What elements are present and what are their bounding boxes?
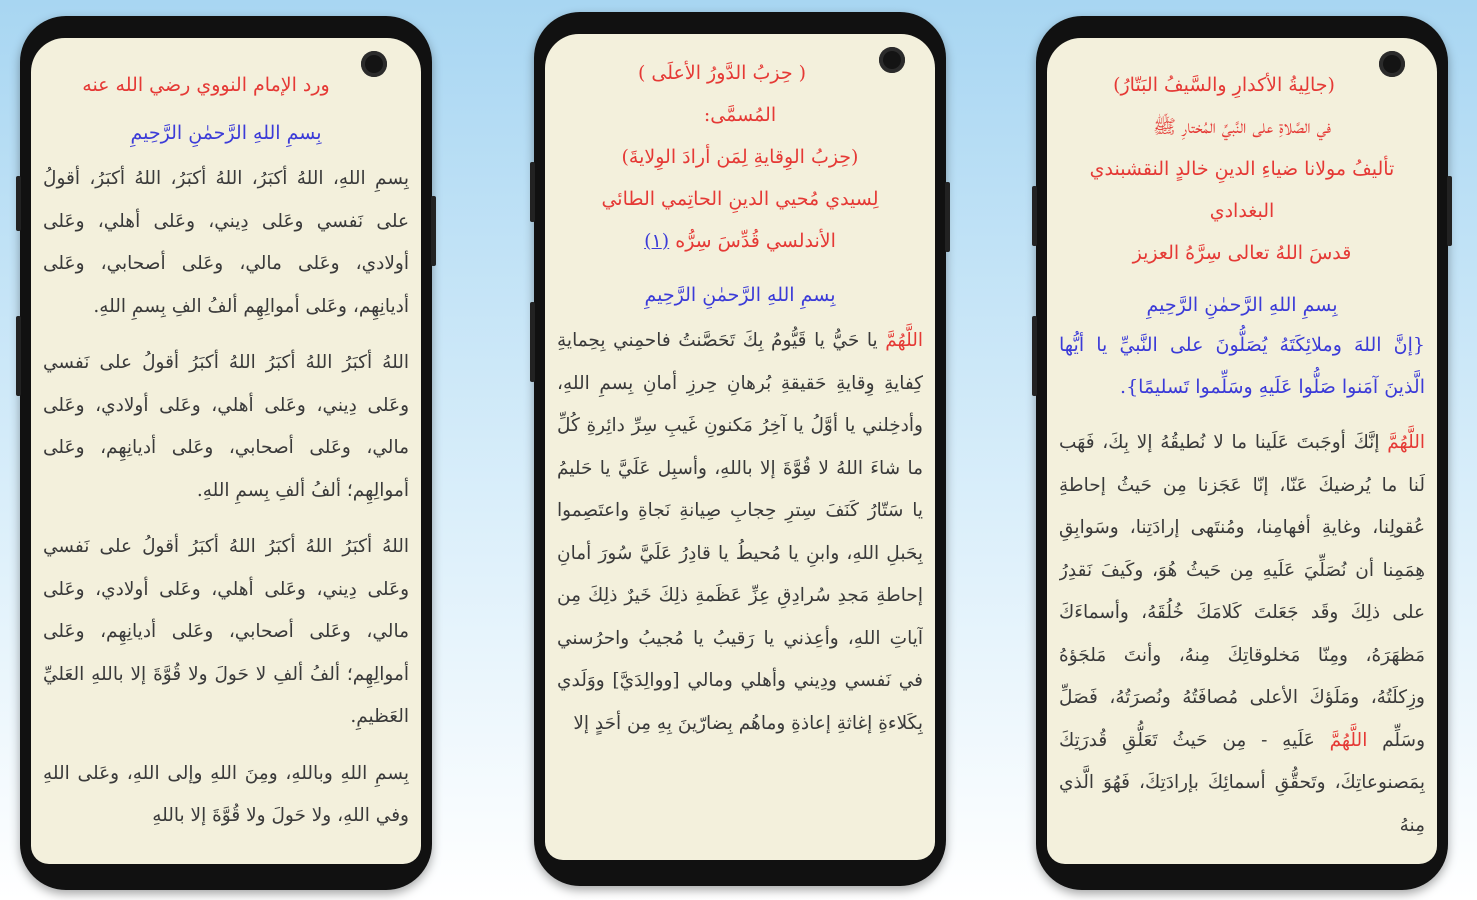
side-button <box>1032 186 1037 246</box>
book-body <box>1059 422 1425 847</box>
hizb-author: لِسيدي مُحيي الدينِ الحاتِمي الطائي <box>601 188 879 210</box>
side-button <box>945 182 950 252</box>
footnote-link[interactable]: (١) <box>644 230 670 252</box>
wird-paragraph: بِسمِ اللهِ وباللهِ، ومِنَ اللهِ وإلى اللهِ، وعَلى اللهِ وفي اللهِ، ولا حَولَ ولا قُوَّةَ إلا باللهِ <box>43 762 409 826</box>
side-button <box>16 316 21 396</box>
book-body-text: إنَّكَ أوجَبتَ عَلَينا ما لا نُطيقُهُ إلا بِكَ، فَهَب لَنا ما يُرضيكَ عَنّا، إنّا عَجَزنا مِن حَيثُ إحاطةِ عُقولِنا، وغايةِ أفهامِنا، ومُنتَهى إرادَتِنا، وسَوابِقِ هِمَمِنا أن نُصَلِّيَ عَلَيهِ مِن حَيثُ هُوَ، وكَيفَ نَقدِرُ على ذلِكَ وقَد جَعَلتَ كَلامَكَ خُلُقَهُ، وأسماءَكَ مَظهَرَهُ، ومِنّا مَخلوقاتِكَ مِنهُ، وأنتَ مَلجَؤهُ وزِكلَتُهُ، ومَلَؤكَ الأعلى مُصافَتُهُ ونُصرَتُهُ، فَصَلِّ وسَلِّم <box>1059 432 1425 751</box>
book-author: تأليفُ مولانا ضياءِ الدينِ خالدٍ النقشبندي البغدادي <box>1089 158 1395 222</box>
side-button <box>1447 176 1452 246</box>
phone-mockup-right <box>1036 16 1448 890</box>
side-button <box>1032 316 1037 396</box>
hizb-body <box>557 320 923 745</box>
hizb-name: (حِزبُ الوِقايةِ لِمَن أرادَ الوِلايةَ) <box>621 146 859 168</box>
basmala: بِسمِ اللهِ الرَّحمٰنِ الرَّحِيمِ <box>644 284 836 306</box>
allahumma-lead: اللَّهُمَّ <box>1387 432 1425 453</box>
wird-paragraph: اللهُ أكبَرُ اللهُ أكبَرُ اللهُ أكبَرُ أقولُ على نَفسي وعَلى دِيني، وعَلى أهلي، وعَلى أولادي، وعَلى مالي، وعَلى أصحابي، وعَلى أديانِهِم، وعَلى أموالِهِم؛ ألفُ ألفِ لا حَولَ ولا قُوَّةَ إلا باللهِ العَليِّ العَظيمِ. <box>43 536 409 727</box>
reader-text[interactable] <box>43 64 409 864</box>
hizb-body-text: يا حَيُّ يا قَيُّومُ بِكَ تَحَصَّنتُ فاحمِني بِحِمايةِ كِفايةِ وِقايةِ حَقيقةِ بُرهانِ حِرزِ أمانِ بِسمِ اللهِ، وأدخِلني يا أوَّلُ يا آخِرُ مَكنونِ غَيبِ سِرِّ دائِرةِ كُلِّ ما شاءَ اللهُ لا قُوَّةَ إلا باللهِ، وأسبِل عَلَيَّ يا حَليمُ يا سَتّارُ كَنَفَ سِترِ حِجابِ صِيانةِ نَجاةِ واعتَصِموا بِحَبلِ اللهِ، وابنِ يا مُحيطُ يا قادِرُ عَلَيَّ سُورَ أمانِ إحاطةِ مَجدِ سُرادِقِ عِزِّ عَظَمةِ ذلِكَ خَيرٌ ذلِكَ مِن آياتِ اللهِ، وأعِذني يا رَقيبُ يا مُجيبُ واحرُسني في نَفسي ودِيني وأهلي ومالي [ووالِدَيَّ] ووَلَدي بِكَلاءةِ إغاثةِ إعاذةِ وماهُم بِضارّينَ بِهِ مِن أحَدٍ إلا <box>557 330 923 734</box>
phone-mockup-left <box>20 16 432 890</box>
book-dedication: قدسَ اللهُ تعالى سِرَّهُ العزيز <box>1132 242 1352 264</box>
allahumma-inline: اللَّهُمَّ <box>1329 729 1368 751</box>
side-button <box>530 162 535 222</box>
hizb-author-line2 <box>557 220 923 262</box>
side-button <box>16 176 21 231</box>
book-body-text-cont: عَلَيهِ - مِن حَيثُ تَعَلُّقِ قُدرَتِكَ بِمَصنوعاتِكَ، وتَحقُّقِ أسمائِكَ بإرادَتِكَ، فَهُوَ الَّذي مِنهُ <box>1059 729 1425 836</box>
hizb-author-cont: الأندلسي قُدِّسَ سِرُّه <box>675 230 836 252</box>
side-button <box>431 196 436 266</box>
wird-paragraph: بِسمِ اللهِ، اللهُ أكبَرُ، اللهُ أكبَرُ، اللهُ أكبَرُ، أقولُ على نَفسي وعَلى دِيني، وعَلى أهلي، وعَلى أولادي، وعَلى مالي، وعَلى أصحابي، وعَلى أديانِهِم، وعَلى أموالِهِم ألفُ الفِ بِسمِ اللهِ. <box>43 168 409 317</box>
basmala: بِسمِ اللهِ الرَّحمٰنِ الرَّحِيمِ <box>130 122 322 144</box>
phone-screen[interactable] <box>545 34 935 860</box>
reader-text[interactable] <box>1059 64 1425 864</box>
phone-screen[interactable] <box>31 38 421 864</box>
wird-title: ورد الإمام النووي رضي الله عنه <box>82 74 330 96</box>
book-subtitle: في الصَّلاةِ على النَّبيِّ المُختارِ ﷺ <box>1152 116 1332 138</box>
basmala: بِسمِ اللهِ الرَّحمٰنِ الرَّحِيمِ <box>1146 294 1338 316</box>
wird-paragraph: اللهُ أكبَرُ اللهُ أكبَرُ اللهُ أكبَرُ أقولُ على نَفسي وعَلى دِيني، وعَلى أهلي، وعَلى أولادي، وعَلى مالي، وعَلى أصحابي، وعَلى أديانِهِم، وعَلى أموالِهِم؛ ألفُ ألفِ بِسمِ اللهِ. <box>43 352 409 501</box>
quran-verse: {إنَّ اللهَ وملائِكَتَهُ يُصَلُّونَ على النَّبيِّ يا أيُّها الَّذينَ آمَنوا صَلُّوا عَلَيهِ وسَلِّموا تَسليمًا}. <box>1059 334 1425 398</box>
allahumma-lead: اللَّهُمَّ <box>885 330 923 351</box>
phone-mockup-center <box>534 12 946 886</box>
side-button <box>530 302 535 382</box>
hizb-title: ( حِزبُ الدَّورُ الأعلَى ) <box>637 62 807 84</box>
phone-screen[interactable] <box>1047 38 1437 864</box>
book-title: (جالِيةُ الأكدارِ والسَّيفُ البَتّارُ) <box>1113 74 1335 96</box>
hizb-subtitle: المُسمَّى: <box>703 104 777 126</box>
reader-text[interactable] <box>557 52 923 860</box>
